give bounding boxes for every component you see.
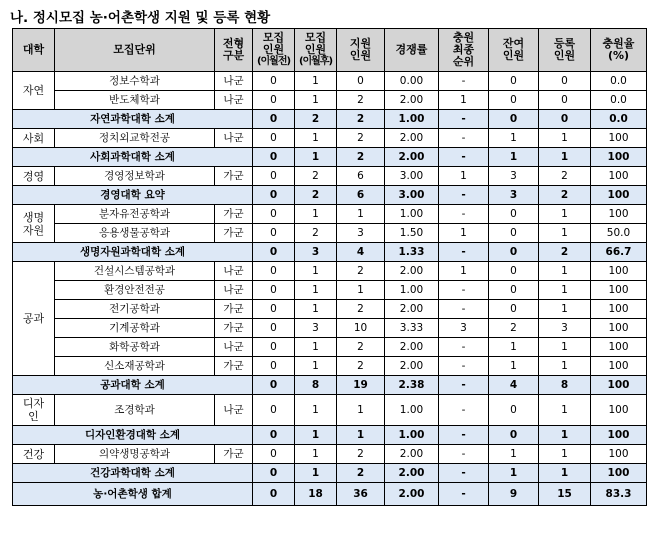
before-cell: 0 — [253, 167, 295, 186]
applied-cell: 6 — [337, 167, 385, 186]
remain-cell: 0 — [489, 300, 539, 319]
applied-cell: 2 — [337, 148, 385, 167]
applied-cell: 2 — [337, 262, 385, 281]
before-cell: 0 — [253, 262, 295, 281]
type-cell: 가군 — [215, 224, 253, 243]
remain-cell: 3 — [489, 186, 539, 205]
fill-cell: 83.3 — [591, 483, 647, 506]
remain-cell: 0 — [489, 395, 539, 426]
remain-cell: 0 — [489, 91, 539, 110]
table-row — [13, 262, 647, 281]
fill-cell: 100 — [591, 129, 647, 148]
type-cell: 가군 — [215, 357, 253, 376]
header-unit: 모집단위 — [55, 29, 215, 72]
after-cell: 1 — [295, 91, 337, 110]
ratio-cell: 2.00 — [385, 300, 439, 319]
subtotal-label: 사회과학대학 소계 — [13, 148, 253, 167]
ratio-cell: 2.00 — [385, 464, 439, 483]
after-cell: 2 — [295, 186, 337, 205]
header-fill-rate: 충원율 (%) — [591, 29, 647, 72]
remain-cell: 0 — [489, 72, 539, 91]
unit-cell: 기계공학과 — [55, 319, 215, 338]
header-ratio: 경쟁률 — [385, 29, 439, 72]
unit-cell: 화학공학과 — [55, 338, 215, 357]
ratio-cell: 1.00 — [385, 395, 439, 426]
subtotal-label: 디자인환경대학 소계 — [13, 426, 253, 445]
applied-cell: 36 — [337, 483, 385, 506]
reg-cell: 1 — [539, 445, 591, 464]
ratio-cell: 2.00 — [385, 483, 439, 506]
rank-cell: - — [439, 243, 489, 262]
reg-cell: 1 — [539, 395, 591, 426]
fill-cell: 100 — [591, 186, 647, 205]
reg-cell: 1 — [539, 129, 591, 148]
subtotal-row — [13, 376, 647, 395]
ratio-cell: 2.00 — [385, 148, 439, 167]
after-cell: 1 — [295, 426, 337, 445]
before-cell: 0 — [253, 464, 295, 483]
before-cell: 0 — [253, 110, 295, 129]
rank-cell: - — [439, 205, 489, 224]
type-cell: 가군 — [215, 319, 253, 338]
subtotal-label: 공과대학 소계 — [13, 376, 253, 395]
reg-cell: 1 — [539, 205, 591, 224]
total-row — [13, 483, 647, 506]
rank-cell: - — [439, 426, 489, 445]
after-cell: 1 — [295, 148, 337, 167]
unit-cell: 신소재공학과 — [55, 357, 215, 376]
header-remaining: 잔여 인원 — [489, 29, 539, 72]
remain-cell: 0 — [489, 426, 539, 445]
remain-cell: 0 — [489, 110, 539, 129]
rank-cell: 3 — [439, 319, 489, 338]
before-cell: 0 — [253, 205, 295, 224]
reg-cell: 8 — [539, 376, 591, 395]
before-cell: 0 — [253, 300, 295, 319]
type-cell: 나군 — [215, 262, 253, 281]
applied-cell: 4 — [337, 243, 385, 262]
reg-cell: 1 — [539, 300, 591, 319]
subtotal-row — [13, 110, 647, 129]
remain-cell: 9 — [489, 483, 539, 506]
rank-cell: - — [439, 72, 489, 91]
applied-cell: 1 — [337, 205, 385, 224]
page-title: 나. 정시모집 농·어촌학생 지원 및 등록 현황 — [10, 10, 271, 26]
header-applicants: 지원 인원 — [337, 29, 385, 72]
rank-cell: 1 — [439, 167, 489, 186]
reg-cell: 2 — [539, 243, 591, 262]
ratio-cell: 3.33 — [385, 319, 439, 338]
before-cell: 0 — [253, 186, 295, 205]
table-row — [13, 395, 647, 426]
reg-cell: 1 — [539, 262, 591, 281]
reg-cell: 1 — [539, 281, 591, 300]
remain-cell: 0 — [489, 243, 539, 262]
rank-cell: - — [439, 357, 489, 376]
unit-cell: 반도체학과 — [55, 91, 215, 110]
after-cell: 3 — [295, 319, 337, 338]
fill-cell: 100 — [591, 338, 647, 357]
rank-cell: - — [439, 376, 489, 395]
fill-cell: 100 — [591, 376, 647, 395]
table-row — [13, 281, 647, 300]
type-cell: 나군 — [215, 91, 253, 110]
reg-cell: 0 — [539, 91, 591, 110]
admission-table — [12, 28, 647, 506]
rank-cell: - — [439, 186, 489, 205]
before-cell: 0 — [253, 148, 295, 167]
group-cell: 자연 — [13, 72, 55, 110]
after-cell: 18 — [295, 483, 337, 506]
before-cell: 0 — [253, 483, 295, 506]
table-row — [13, 445, 647, 464]
type-cell: 가군 — [215, 205, 253, 224]
applied-cell: 2 — [337, 129, 385, 148]
applied-cell: 2 — [337, 357, 385, 376]
after-cell: 3 — [295, 243, 337, 262]
reg-cell: 15 — [539, 483, 591, 506]
fill-cell: 66.7 — [591, 243, 647, 262]
unit-cell: 의약생명공학과 — [55, 445, 215, 464]
reg-cell: 1 — [539, 357, 591, 376]
group-cell: 디자 인 — [13, 395, 55, 426]
before-cell: 0 — [253, 129, 295, 148]
rank-cell: - — [439, 483, 489, 506]
reg-cell: 0 — [539, 72, 591, 91]
table-row — [13, 167, 647, 186]
remain-cell: 0 — [489, 281, 539, 300]
rank-cell: - — [439, 300, 489, 319]
type-cell: 나군 — [215, 338, 253, 357]
applied-cell: 1 — [337, 426, 385, 445]
before-cell: 0 — [253, 338, 295, 357]
rank-cell: - — [439, 281, 489, 300]
before-cell: 0 — [253, 395, 295, 426]
before-cell: 0 — [253, 72, 295, 91]
table-row — [13, 91, 647, 110]
after-cell: 1 — [295, 300, 337, 319]
reg-cell: 1 — [539, 464, 591, 483]
group-cell: 공과 — [13, 262, 55, 376]
after-cell: 1 — [295, 262, 337, 281]
ratio-cell: 1.50 — [385, 224, 439, 243]
ratio-cell: 2.00 — [385, 445, 439, 464]
ratio-cell: 1.00 — [385, 205, 439, 224]
applied-cell: 19 — [337, 376, 385, 395]
ratio-cell: 3.00 — [385, 186, 439, 205]
subtotal-row — [13, 148, 647, 167]
before-cell: 0 — [253, 376, 295, 395]
applied-cell: 0 — [337, 72, 385, 91]
after-cell: 1 — [295, 72, 337, 91]
remain-cell: 2 — [489, 319, 539, 338]
subtotal-label: 생명자원과학대학 소계 — [13, 243, 253, 262]
fill-cell: 100 — [591, 262, 647, 281]
rank-cell: 1 — [439, 262, 489, 281]
ratio-cell: 2.00 — [385, 91, 439, 110]
after-cell: 2 — [295, 224, 337, 243]
unit-cell: 분자유전공학과 — [55, 205, 215, 224]
after-cell: 2 — [295, 110, 337, 129]
type-cell: 가군 — [215, 167, 253, 186]
ratio-cell: 3.00 — [385, 167, 439, 186]
before-cell: 0 — [253, 281, 295, 300]
reg-cell: 1 — [539, 338, 591, 357]
before-cell: 0 — [253, 357, 295, 376]
ratio-cell: 0.00 — [385, 72, 439, 91]
applied-cell: 2 — [337, 338, 385, 357]
subtotal-row — [13, 426, 647, 445]
type-cell: 가군 — [215, 445, 253, 464]
header-quota-after: 모집 인원 (이월후) — [295, 29, 337, 72]
after-cell: 2 — [295, 167, 337, 186]
group-cell: 경영 — [13, 167, 55, 186]
header-row — [13, 29, 647, 72]
before-cell: 0 — [253, 243, 295, 262]
table-row — [13, 129, 647, 148]
reg-cell: 1 — [539, 224, 591, 243]
applied-cell: 10 — [337, 319, 385, 338]
type-cell: 가군 — [215, 300, 253, 319]
rank-cell: - — [439, 148, 489, 167]
unit-cell: 전기공학과 — [55, 300, 215, 319]
header-final-rank: 충원 최종 순위 — [439, 29, 489, 72]
unit-cell: 환경안전전공 — [55, 281, 215, 300]
type-cell: 나군 — [215, 281, 253, 300]
before-cell: 0 — [253, 319, 295, 338]
applied-cell: 6 — [337, 186, 385, 205]
group-cell: 생명 자원 — [13, 205, 55, 243]
fill-cell: 100 — [591, 281, 647, 300]
remain-cell: 1 — [489, 129, 539, 148]
unit-cell: 정치외교학전공 — [55, 129, 215, 148]
ratio-cell: 1.00 — [385, 281, 439, 300]
before-cell: 0 — [253, 91, 295, 110]
fill-cell: 0.0 — [591, 110, 647, 129]
reg-cell: 3 — [539, 319, 591, 338]
applied-cell: 2 — [337, 91, 385, 110]
table-row — [13, 224, 647, 243]
unit-cell: 응용생물공학과 — [55, 224, 215, 243]
reg-cell: 1 — [539, 426, 591, 445]
header-registered: 등록 인원 — [539, 29, 591, 72]
unit-cell: 조경학과 — [55, 395, 215, 426]
group-cell: 사회 — [13, 129, 55, 148]
subtotal-row — [13, 186, 647, 205]
after-cell: 1 — [295, 464, 337, 483]
before-cell: 0 — [253, 445, 295, 464]
table-row — [13, 300, 647, 319]
subtotal-row — [13, 243, 647, 262]
after-cell: 1 — [295, 357, 337, 376]
applied-cell: 1 — [337, 395, 385, 426]
rank-cell: - — [439, 110, 489, 129]
ratio-cell: 2.00 — [385, 357, 439, 376]
table-row — [13, 319, 647, 338]
rank-cell: - — [439, 395, 489, 426]
applied-cell: 2 — [337, 110, 385, 129]
applied-cell: 2 — [337, 300, 385, 319]
rank-cell: - — [439, 445, 489, 464]
table-row — [13, 338, 647, 357]
fill-cell: 100 — [591, 464, 647, 483]
fill-cell: 100 — [591, 445, 647, 464]
fill-cell: 100 — [591, 426, 647, 445]
applied-cell: 3 — [337, 224, 385, 243]
ratio-cell: 2.00 — [385, 338, 439, 357]
type-cell: 나군 — [215, 395, 253, 426]
reg-cell: 0 — [539, 110, 591, 129]
ratio-cell: 1.00 — [385, 110, 439, 129]
after-cell: 8 — [295, 376, 337, 395]
table-row — [13, 72, 647, 91]
after-cell: 1 — [295, 281, 337, 300]
rank-cell: - — [439, 338, 489, 357]
fill-cell: 100 — [591, 395, 647, 426]
ratio-cell: 2.00 — [385, 262, 439, 281]
unit-cell: 경영정보학과 — [55, 167, 215, 186]
group-cell: 건강 — [13, 445, 55, 464]
table-row — [13, 205, 647, 224]
header-type: 전형 구분 — [215, 29, 253, 72]
remain-cell: 1 — [489, 464, 539, 483]
header-quota-before: 모집 인원 (이월전) — [253, 29, 295, 72]
fill-cell: 100 — [591, 300, 647, 319]
before-cell: 0 — [253, 426, 295, 445]
subtotal-label: 자연과학대학 소계 — [13, 110, 253, 129]
after-cell: 1 — [295, 338, 337, 357]
type-cell: 나군 — [215, 72, 253, 91]
applied-cell: 2 — [337, 464, 385, 483]
fill-cell: 100 — [591, 319, 647, 338]
after-cell: 1 — [295, 445, 337, 464]
table-row — [13, 357, 647, 376]
rank-cell: - — [439, 129, 489, 148]
after-cell: 1 — [295, 129, 337, 148]
fill-cell: 0.0 — [591, 72, 647, 91]
remain-cell: 1 — [489, 357, 539, 376]
rank-cell: - — [439, 464, 489, 483]
ratio-cell: 1.00 — [385, 426, 439, 445]
total-label: 농·어촌학생 합계 — [13, 483, 253, 506]
remain-cell: 0 — [489, 224, 539, 243]
remain-cell: 4 — [489, 376, 539, 395]
remain-cell: 0 — [489, 205, 539, 224]
before-cell: 0 — [253, 224, 295, 243]
reg-cell: 1 — [539, 148, 591, 167]
unit-cell: 정보수학과 — [55, 72, 215, 91]
type-cell: 나군 — [215, 129, 253, 148]
header-college: 대학 — [13, 29, 55, 72]
subtotal-label: 건강과학대학 소계 — [13, 464, 253, 483]
ratio-cell: 1.33 — [385, 243, 439, 262]
rank-cell: 1 — [439, 91, 489, 110]
ratio-cell: 2.00 — [385, 129, 439, 148]
subtotal-label: 경영대학 요약 — [13, 186, 253, 205]
remain-cell: 1 — [489, 338, 539, 357]
fill-cell: 100 — [591, 167, 647, 186]
reg-cell: 2 — [539, 167, 591, 186]
rank-cell: 1 — [439, 224, 489, 243]
remain-cell: 3 — [489, 167, 539, 186]
remain-cell: 1 — [489, 445, 539, 464]
unit-cell: 건설시스템공학과 — [55, 262, 215, 281]
fill-cell: 50.0 — [591, 224, 647, 243]
applied-cell: 2 — [337, 445, 385, 464]
remain-cell: 1 — [489, 148, 539, 167]
fill-cell: 100 — [591, 357, 647, 376]
after-cell: 1 — [295, 205, 337, 224]
fill-cell: 100 — [591, 148, 647, 167]
reg-cell: 2 — [539, 186, 591, 205]
fill-cell: 100 — [591, 205, 647, 224]
remain-cell: 0 — [489, 262, 539, 281]
after-cell: 1 — [295, 395, 337, 426]
fill-cell: 0.0 — [591, 91, 647, 110]
subtotal-row — [13, 464, 647, 483]
ratio-cell: 2.38 — [385, 376, 439, 395]
applied-cell: 1 — [337, 281, 385, 300]
